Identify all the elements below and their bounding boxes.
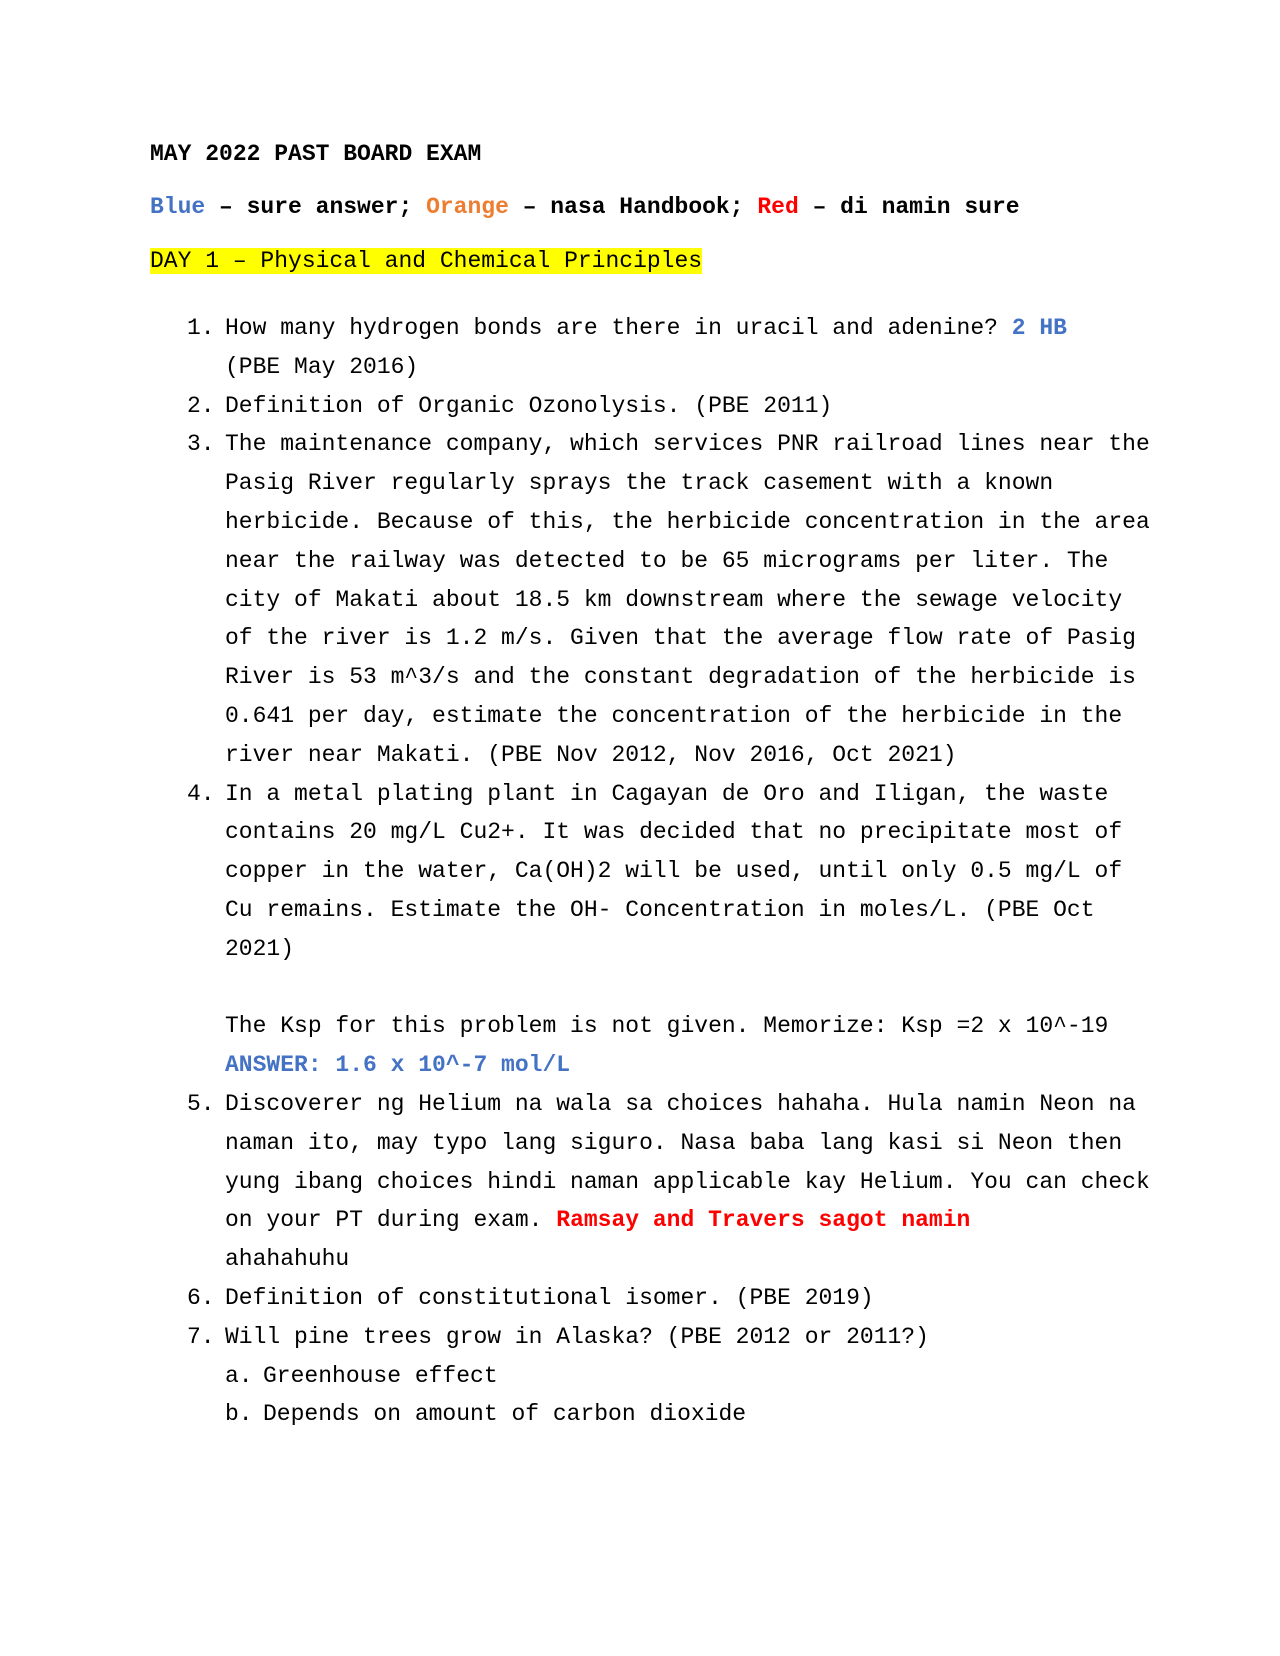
- question-text: Definition of Organic Ozonolysis. (PBE 2011): [225, 392, 833, 419]
- question-number: 3.: [187, 431, 215, 458]
- legend-blue-desc: – sure answer;: [205, 194, 427, 220]
- legend-red-word: Red: [757, 194, 799, 220]
- question-answer: ANSWER: 1.6 x 10^-7 mol/L: [225, 1052, 571, 1079]
- question-text: The maintenance company, which services PNR railroad lines near the Pasig River regularly sprays the track casement with a known herbicide. Because of this, the herbicide concentration in the area near the railway was detected to be 65 micrograms per liter. The city of Makati about 18.5 km downstream where the sewage velocity of the river is 1.2 m/s. Given that the average flow rate of Pasig River is 53 m^3/s and the constant degradation of the herbicide is 0.641 per day, estimate the concentration of the herbicide in the river near Makati. (PBE Nov 2012, Nov 2016, Oct 2021): [225, 431, 1150, 768]
- question-text-block: [225, 309, 1150, 348]
- question-source: (PBE May 2016): [225, 353, 419, 380]
- legend-red-desc: – di namin sure: [798, 194, 1020, 220]
- question-answer: 2 HB: [1011, 315, 1067, 341]
- question-text: How many hydrogen bonds are there in uracil and adenine?: [225, 315, 1012, 341]
- question-list: [150, 309, 1150, 1434]
- question-item-2: [150, 387, 1150, 426]
- question-number: 1.: [187, 315, 215, 341]
- question-number: 5.: [187, 1090, 215, 1117]
- answer-option-b: [225, 1395, 1150, 1434]
- section-heading: DAY 1 – Physical and Chemical Principles: [150, 248, 703, 274]
- option-letter: b.: [225, 1401, 253, 1428]
- question-number: 6.: [187, 1284, 215, 1311]
- option-letter: a.: [225, 1362, 253, 1389]
- question-text: Will pine trees grow in Alaska? (PBE 2012 or 2011?): [225, 1323, 929, 1350]
- legend-blue-word: Blue: [150, 194, 206, 220]
- question-number: 4.: [187, 780, 215, 807]
- option-text: Depends on amount of carbon dioxide: [263, 1401, 747, 1428]
- question-number: 2.: [187, 392, 215, 419]
- question-item-1: [150, 309, 1150, 387]
- question-note: The Ksp for this problem is not given. Memorize: Ksp =2 x 10^-19: [225, 1013, 1109, 1040]
- question-trailing-text: ahahahuhu: [225, 1246, 350, 1273]
- legend-orange-word: Orange: [426, 194, 509, 220]
- section-heading-line: [150, 242, 702, 281]
- option-text: Greenhouse effect: [263, 1362, 498, 1389]
- question-text: Definition of constitutional isomer. (PBE 2019): [225, 1284, 874, 1311]
- question-answer: Ramsay and Travers sagot namin: [556, 1207, 971, 1234]
- question-number: 7.: [187, 1323, 215, 1350]
- question-item-6: [150, 1279, 1150, 1318]
- color-legend: [150, 188, 1020, 227]
- question-item-3: [150, 425, 1150, 774]
- question-text-block: [225, 1085, 1150, 1240]
- question-text: Discoverer ng Helium na wala sa choices hahaha. Hula namin Neon na naman ito, may typo lang siguro. Nasa baba lang kasi si Neon then yung ibang choices hindi naman applicable kay Helium. You can check on your PT during exam.: [225, 1090, 1150, 1234]
- question-item-4: [150, 775, 1150, 1085]
- question-text: In a metal plating plant in Cagayan de Oro and Iligan, the waste contains 20 mg/L Cu2+. It was decided that no precipitate most of copper in the water, Ca(OH)2 will be used, until only 0.5 mg/L of Cu remains. Estimate the OH- Concentration in moles/L. (PBE Oct 2021): [225, 780, 1123, 962]
- blank-line: [225, 969, 1150, 1008]
- legend-orange-desc: – nasa Handbook;: [508, 194, 758, 220]
- document-title: MAY 2022 PAST BOARD EXAM: [150, 141, 482, 167]
- question-item-5: [150, 1085, 1150, 1279]
- answer-option-a: [225, 1357, 1150, 1396]
- question-item-7: [150, 1318, 1150, 1434]
